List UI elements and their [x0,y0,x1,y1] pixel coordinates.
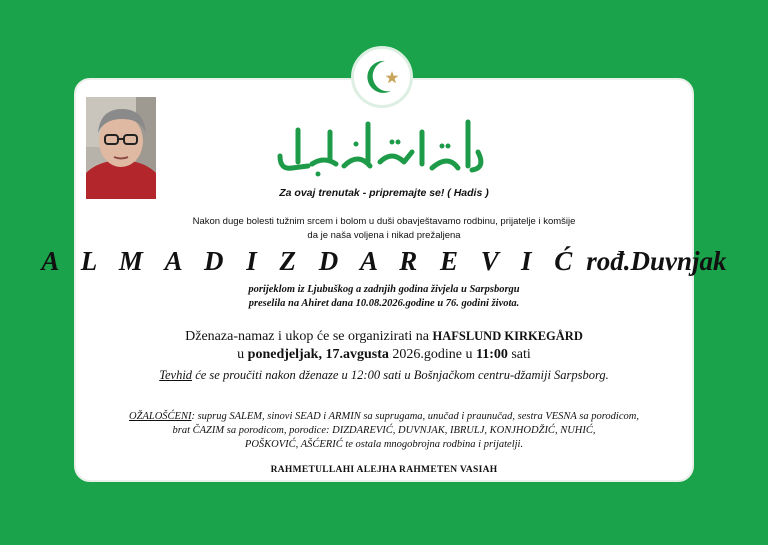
intro-line-1: Nakon duge bolesti tužnim srcem i bolom u duši obavještavamo rodbinu, prijatelje i komšije [192,216,576,227]
tevhid-details: će se proučiti nakon dženaze u 12:00 sati u Bošnjačkom centru-džamiji Sarpsborg. [192,368,609,382]
origin-line-1: porijeklom iz Ljubuškog a zadnjih godina živjela u Sarpsborgu [248,284,520,295]
crest-badge [351,46,413,108]
origin-line-2: preselila na Ahiret dana 10.08.2026.godine u 76. godini života. [248,298,520,309]
mourners-label: OŽALOŠĆENI [129,411,192,422]
deceased-name: A L M A D I Z D A R E V I Ć [41,246,581,276]
funeral-date-line [0,347,768,363]
closing-prayer: RAHMETULLAHI ALEJHA RAHMETEN VASIAH [270,465,498,475]
crescent-star-icon [354,49,410,105]
deceased-portrait [86,97,156,199]
intro-line-2: da je naša voljena i nikad prežaljena [307,230,461,241]
funeral-time: 11:00 [475,347,508,362]
funeral-location-line [0,329,768,345]
deceased-name-line [0,246,768,277]
tevhid-line [0,368,768,383]
arabic-calligraphy-icon [272,112,488,185]
motto-text: Za ovaj trenutak - pripremajte se! ( Hadis ) [279,187,489,199]
funeral-intro-text: Dženaza-namaz i ukop će se organizirati na [185,329,433,344]
funeral-location: HAFSLUND KIRKEGÅRD [432,329,583,343]
mourners-line-3: POŠKOVIĆ, AŠĆERIĆ te ostala mnogobrojna rodbina i prijatelji. [244,439,524,450]
funeral-time-suffix: sati [507,347,531,362]
mourners-line-2: brat ČAZIM sa porodicom, porodice: DIZDAREVIĆ, DUVNJAK, IBRULJ, KONJHODŽIĆ, NUHIĆ, [172,425,596,436]
funeral-year-text: 2026.godine u [388,347,476,362]
mourners-line-1 [0,411,768,422]
maiden-name: rođ.Duvnjak [586,246,727,276]
funeral-day: ponedjeljak, 17.avgusta [247,347,389,362]
tevhid-word: Tevhid [159,368,193,382]
funeral-date-prefix: u [237,347,248,362]
mourners-text-1: : suprug SALEM, sinovi SEAD i ARMIN sa suprugama, unučad i praunučad, sestra VESNA sa porodicom, [191,411,639,422]
